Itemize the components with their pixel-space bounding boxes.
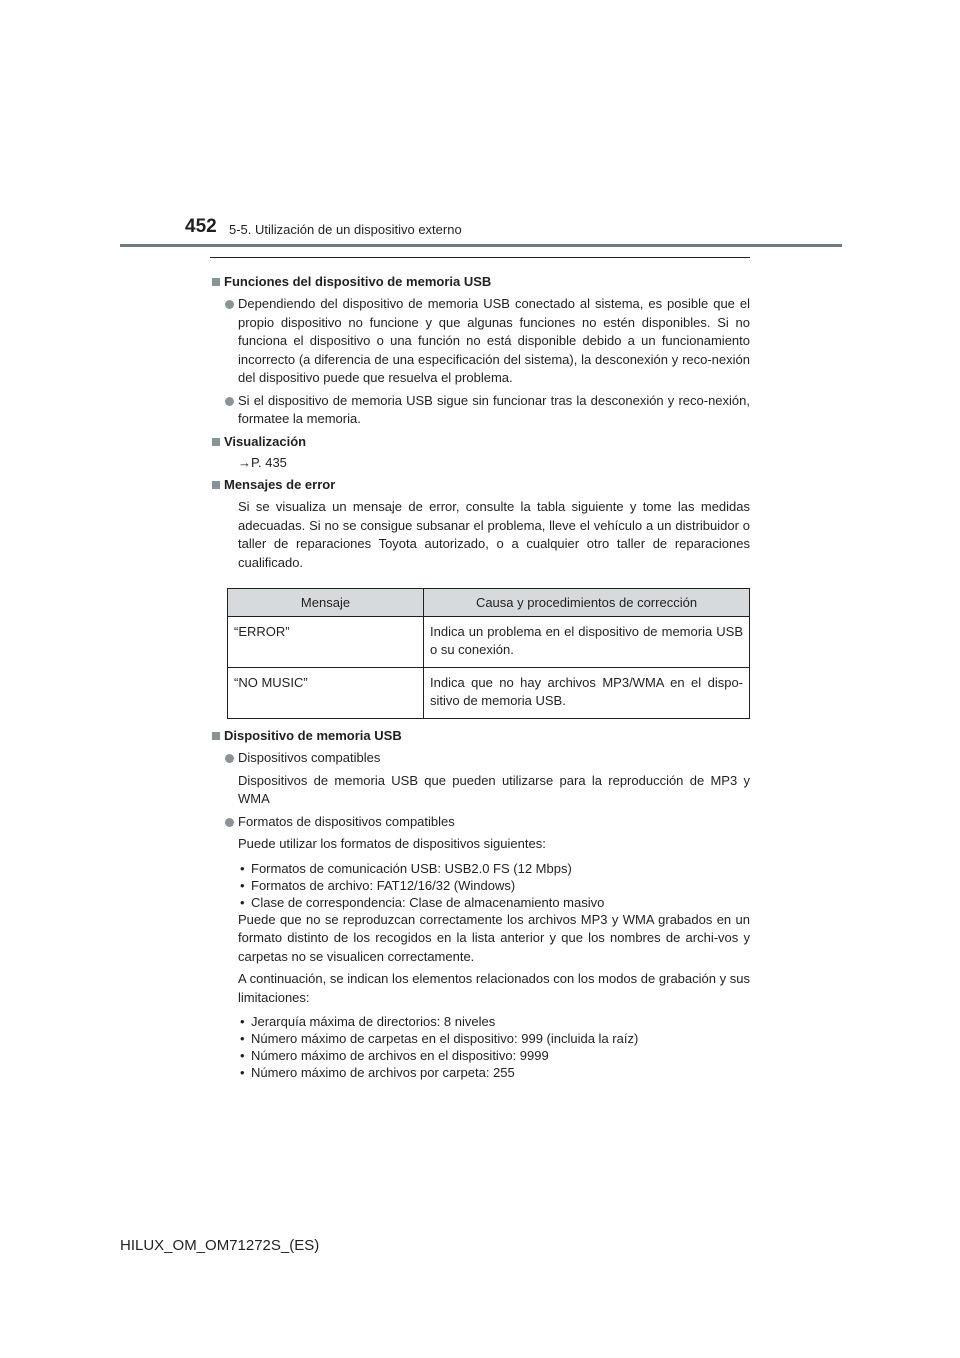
- bullet-text: Si el dispositivo de memoria USB sigue sin funcionar tras la desconexión y reco-nexión, formatee la memoria.: [238, 392, 750, 426]
- table-cell-message: “NO MUSIC”: [228, 668, 424, 719]
- list-marker: •: [240, 1014, 245, 1029]
- list-item-text: Formatos de comunicación USB: USB2.0 FS (12 Mbps): [251, 860, 572, 876]
- bullet-item: [210, 392, 750, 429]
- square-bullet-icon: [212, 481, 220, 489]
- list-item: [210, 894, 750, 911]
- limits-list: [210, 1013, 750, 1081]
- list-item-text: Número máximo de archivos por carpeta: 255: [251, 1065, 515, 1080]
- table-cell-cause: Indica un problema en el dispositivo de memoria USB o su conexión.: [424, 617, 750, 668]
- list-item: [210, 860, 750, 877]
- format-list: [210, 860, 750, 911]
- square-bullet-icon: [212, 278, 220, 286]
- list-marker: •: [240, 860, 245, 876]
- list-item-text: Número máximo de archivos en el dispositivo: 9999: [251, 1048, 549, 1063]
- bullet-item: [210, 749, 750, 768]
- list-marker: •: [240, 894, 245, 910]
- header-divider: [120, 244, 842, 247]
- heading-text: Funciones del dispositivo de memoria USB: [224, 274, 492, 289]
- circle-bullet-icon: [225, 754, 234, 763]
- bullet-text: Dispositivos compatibles: [238, 750, 381, 765]
- page-reference-link[interactable]: →P. 435: [238, 454, 287, 470]
- table-row: [228, 617, 750, 668]
- page-number: 452: [185, 216, 217, 237]
- list-item-text: Número máximo de carpetas en el dispositivo: 999 (incluida la raíz): [251, 1031, 639, 1046]
- table-cell-cause: Indica que no hay archivos MP3/WMA en el dispo-sitivo de memoria USB.: [424, 668, 750, 719]
- list-marker: •: [240, 1065, 245, 1080]
- paragraph: A continuación, se indican los elementos relacionados con los modos de grabación y sus limitaciones:: [238, 971, 750, 1005]
- section-title: 5-5. Utilización de un dispositivo externo: [229, 222, 462, 237]
- list-item-text: Formatos de archivo: FAT12/16/32 (Windows): [251, 877, 516, 893]
- document-code-footer: HILUX_OM_OM71272S_(ES): [120, 1237, 320, 1254]
- section-heading-funciones: [210, 273, 750, 291]
- heading-text: Mensajes de error: [224, 477, 336, 492]
- heading-text: Visualización: [224, 433, 307, 449]
- list-item: [210, 1047, 750, 1064]
- table-cell-message: “ERROR”: [228, 617, 424, 668]
- list-marker: •: [240, 1031, 245, 1046]
- paragraph: Puede utilizar los formatos de dispositivos siguientes:: [238, 836, 546, 851]
- section-heading-dispositivo: [210, 727, 750, 745]
- circle-bullet-icon: [225, 397, 234, 406]
- list-item: [210, 1013, 750, 1030]
- bullet-text: Formatos de dispositivos compatibles: [238, 813, 455, 829]
- square-bullet-icon: [212, 732, 220, 740]
- section-heading-mensajes: [210, 476, 750, 494]
- table-header-row: [228, 589, 750, 617]
- bullet-text: Dependiendo del dispositivo de memoria USB conectado al sistema, es posible que el propio dispositivo no funcione y que algunas funciones no estén disponibles. Si no funciona el dispositivo o una función no está disponible debido a un funcionamiento incorrecto (a diferencia de una especificación del sistema), la desconexión y reco-nexión del dispositivo puede que resuelva el problema.: [238, 296, 750, 385]
- paragraph: Puede que no se reproduzcan correctamente los archivos MP3 y WMA grabados en un formato distinto de los recogidos en la lista anterior y que los nombres de archi-vos y carpetas no se visualicen correctamente.: [238, 911, 750, 964]
- paragraph: Dispositivos de memoria USB que pueden utilizarse para la reproducción de MP3 y WMA: [238, 772, 750, 806]
- bullet-item: [210, 813, 750, 832]
- list-item: [210, 1030, 750, 1047]
- paragraph: Si se visualiza un mensaje de error, consulte la tabla siguiente y tome las medidas adecuadas. Si no se consigue subsanar el problema, lleve el vehículo a un distribuidor o taller de reparaciones Toyota autorizado, o a cualquier otro taller de reparaciones cualificado.: [238, 499, 750, 570]
- page-content: [210, 257, 750, 1081]
- section-heading-visualizacion: [210, 433, 750, 451]
- table-row: [228, 668, 750, 719]
- list-item: [210, 1064, 750, 1081]
- list-item: [210, 877, 750, 894]
- list-marker: •: [240, 1048, 245, 1063]
- bullet-item: [210, 295, 750, 388]
- heading-text: Dispositivo de memoria USB: [224, 728, 402, 743]
- circle-bullet-icon: [225, 818, 234, 827]
- circle-bullet-icon: [225, 300, 234, 309]
- error-message-table: [227, 588, 750, 719]
- list-marker: •: [240, 877, 245, 893]
- square-bullet-icon: [212, 438, 220, 446]
- list-item-text: Jerarquía máxima de directorios: 8 niveles: [251, 1014, 496, 1029]
- column-header-mensaje: Mensaje: [228, 589, 424, 617]
- list-item-text: Clase de correspondencia: Clase de almacenamiento masivo: [251, 894, 605, 910]
- column-header-causa: Causa y procedimientos de corrección: [424, 589, 750, 617]
